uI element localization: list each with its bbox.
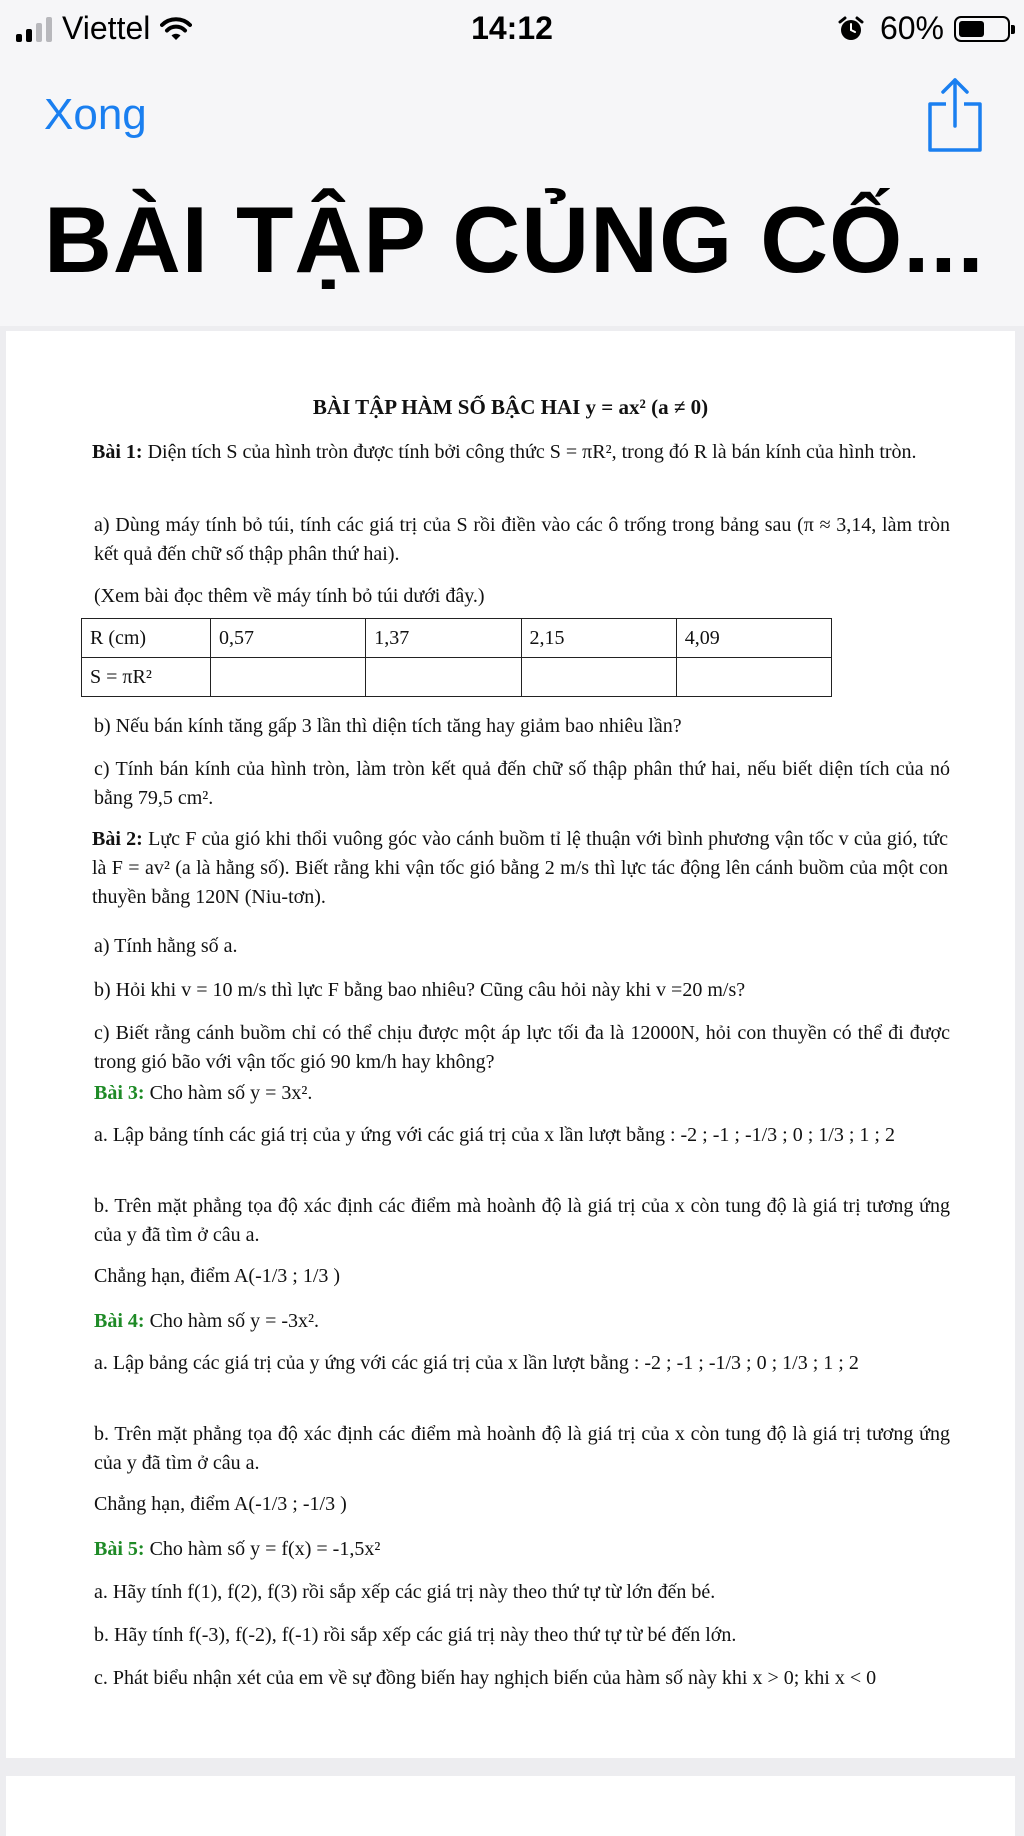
status-right	[838, 10, 1010, 47]
bai4-statement	[94, 1307, 950, 1336]
battery-icon	[954, 16, 1010, 42]
table-cell: 2,15	[521, 619, 676, 658]
table-row	[82, 658, 832, 697]
bai1-part-c: c) Tính bán kính của hình tròn, làm tròn kết quả đến chữ số thập phân thứ hai, nếu biết diện tích của nó bằng 79,5 cm².	[94, 758, 950, 809]
bai3-part-a: a. Lập bảng tính các giá trị của y ứng với các giá trị của x lần lượt bằng : -2 ; -1 ; -1/3 ; 0 ; 1/3 ; 1 ; 2	[94, 1124, 895, 1146]
radius-area-table	[81, 618, 832, 697]
document-page[interactable]	[6, 331, 1015, 1758]
alarm-clock-icon	[838, 16, 864, 42]
bai4-part-a: a. Lập bảng các giá trị của y ứng với các giá trị của x lần lượt bằng : -2 ; -1 ; -1/3 ; 0 ; 1/3 ; 1 ; 2	[94, 1352, 859, 1374]
bai2-part-c: c) Biết rằng cánh buồm chỉ có thể chịu được một áp lực tối đa là 12000N, hỏi con thuyền có thể đi được trong gió bão với vận tốc gió 90 km/h hay không?	[94, 1022, 950, 1073]
bai1-label: Bài 1:	[92, 441, 143, 463]
document-title: BÀI TẬP HÀM SỐ BẬC HAI y = ax² (a ≠ 0)	[312, 395, 709, 419]
bai2-part-a: a) Tính hằng số a.	[94, 935, 238, 957]
status-bar	[0, 0, 1024, 56]
table-cell: S = πR²	[82, 658, 211, 697]
bai5-statement	[94, 1535, 950, 1564]
bai2-part-b: b) Hỏi khi v = 10 m/s thì lực F bằng bao nhiêu? Cũng câu hỏi này khi v =20 m/s?	[94, 979, 746, 1001]
done-button[interactable]: Xong	[44, 90, 147, 139]
bai2-label: Bài 2:	[92, 828, 143, 850]
carrier-name: Viettel	[62, 10, 151, 46]
table-cell: R (cm)	[82, 619, 211, 658]
bai3-statement	[94, 1079, 950, 1108]
bai3-example: Chẳng hạn, điểm A(-1/3 ; 1/3 )	[94, 1265, 341, 1287]
table-cell: 0,57	[211, 619, 366, 658]
clock: 14:12	[471, 10, 553, 46]
bai5-label: Bài 5:	[94, 1538, 145, 1560]
table-cell	[676, 658, 831, 697]
bai5-part-a: a. Hãy tính f(1), f(2), f(3) rồi sắp xếp các giá trị này theo thứ tự từ lớn đến bé.	[94, 1581, 716, 1603]
navigation-bar	[0, 56, 1024, 326]
bai1-text: Diện tích S của hình tròn được tính bởi công thức S = πR², trong đó R là bán kính của hình tròn.	[147, 441, 917, 463]
table-cell	[366, 658, 521, 697]
bai4-label: Bài 4:	[94, 1310, 145, 1332]
share-icon	[926, 76, 984, 152]
table-cell	[211, 658, 366, 697]
bai2-statement	[92, 825, 948, 912]
table-cell: 4,09	[676, 619, 831, 658]
bai3-part-b: b. Trên mặt phẳng tọa độ xác định các điểm mà hoành độ là giá trị của x còn tung độ là giá trị tương ứng của y đã tìm ở câu a.	[94, 1195, 950, 1246]
next-document-page[interactable]	[6, 1776, 1015, 1836]
bai3-label: Bài 3:	[94, 1082, 145, 1104]
bai4-part-b: b. Trên mặt phẳng tọa độ xác định các điểm mà hoành độ là giá trị của x còn tung độ là giá trị tương ứng của y đã tìm ở câu a.	[94, 1423, 950, 1474]
bai5-part-b: b. Hãy tính f(-3), f(-2), f(-1) rồi sắp xếp các giá trị này theo thứ tự từ bé đến lớn.	[94, 1624, 737, 1646]
bai1-part-b: b) Nếu bán kính tăng gấp 3 lần thì diện tích tăng hay giảm bao nhiêu lần?	[94, 715, 682, 737]
table-cell	[521, 658, 676, 697]
bai1-part-a: a) Dùng máy tính bỏ túi, tính các giá trị của S rồi điền vào các ô trống trong bảng sau (π ≈ 3,14, làm tròn kết quả đến chữ số thập phân thứ hai).	[94, 514, 950, 565]
bai1-note: (Xem bài đọc thêm về máy tính bỏ túi dưới đây.)	[94, 585, 485, 607]
battery-percent: 60%	[879, 10, 944, 46]
table-row	[82, 619, 832, 658]
bai4-example: Chẳng hạn, điểm A(-1/3 ; -1/3 )	[94, 1493, 347, 1515]
bai3-text: Cho hàm số y = 3x².	[149, 1082, 313, 1104]
battery-fill	[959, 21, 984, 37]
bai2-text: Lực F của gió khi thổi vuông góc vào cánh buồm tỉ lệ thuận với bình phương vận tốc v của gió, tức là F = av² (a là hằng số). Biết rằng khi vận tốc gió bằng 2 m/s thì lực tác động lên cánh buồm của một con thuyền bằng 120N (Niu-tơn).	[92, 828, 948, 908]
table-cell: 1,37	[366, 619, 521, 658]
bai1-statement	[92, 438, 948, 467]
share-button[interactable]	[926, 76, 984, 152]
bai4-text: Cho hàm số y = -3x².	[149, 1310, 320, 1332]
bai5-text: Cho hàm số y = f(x) = -1,5x²	[149, 1538, 381, 1560]
page-title: BÀI TẬP CỦNG CỐ...	[44, 187, 985, 292]
bai5-part-c: c. Phát biểu nhận xét của em về sự đồng biến hay nghịch biến của hàm số này khi x > 0; khi x < 0	[94, 1667, 877, 1689]
